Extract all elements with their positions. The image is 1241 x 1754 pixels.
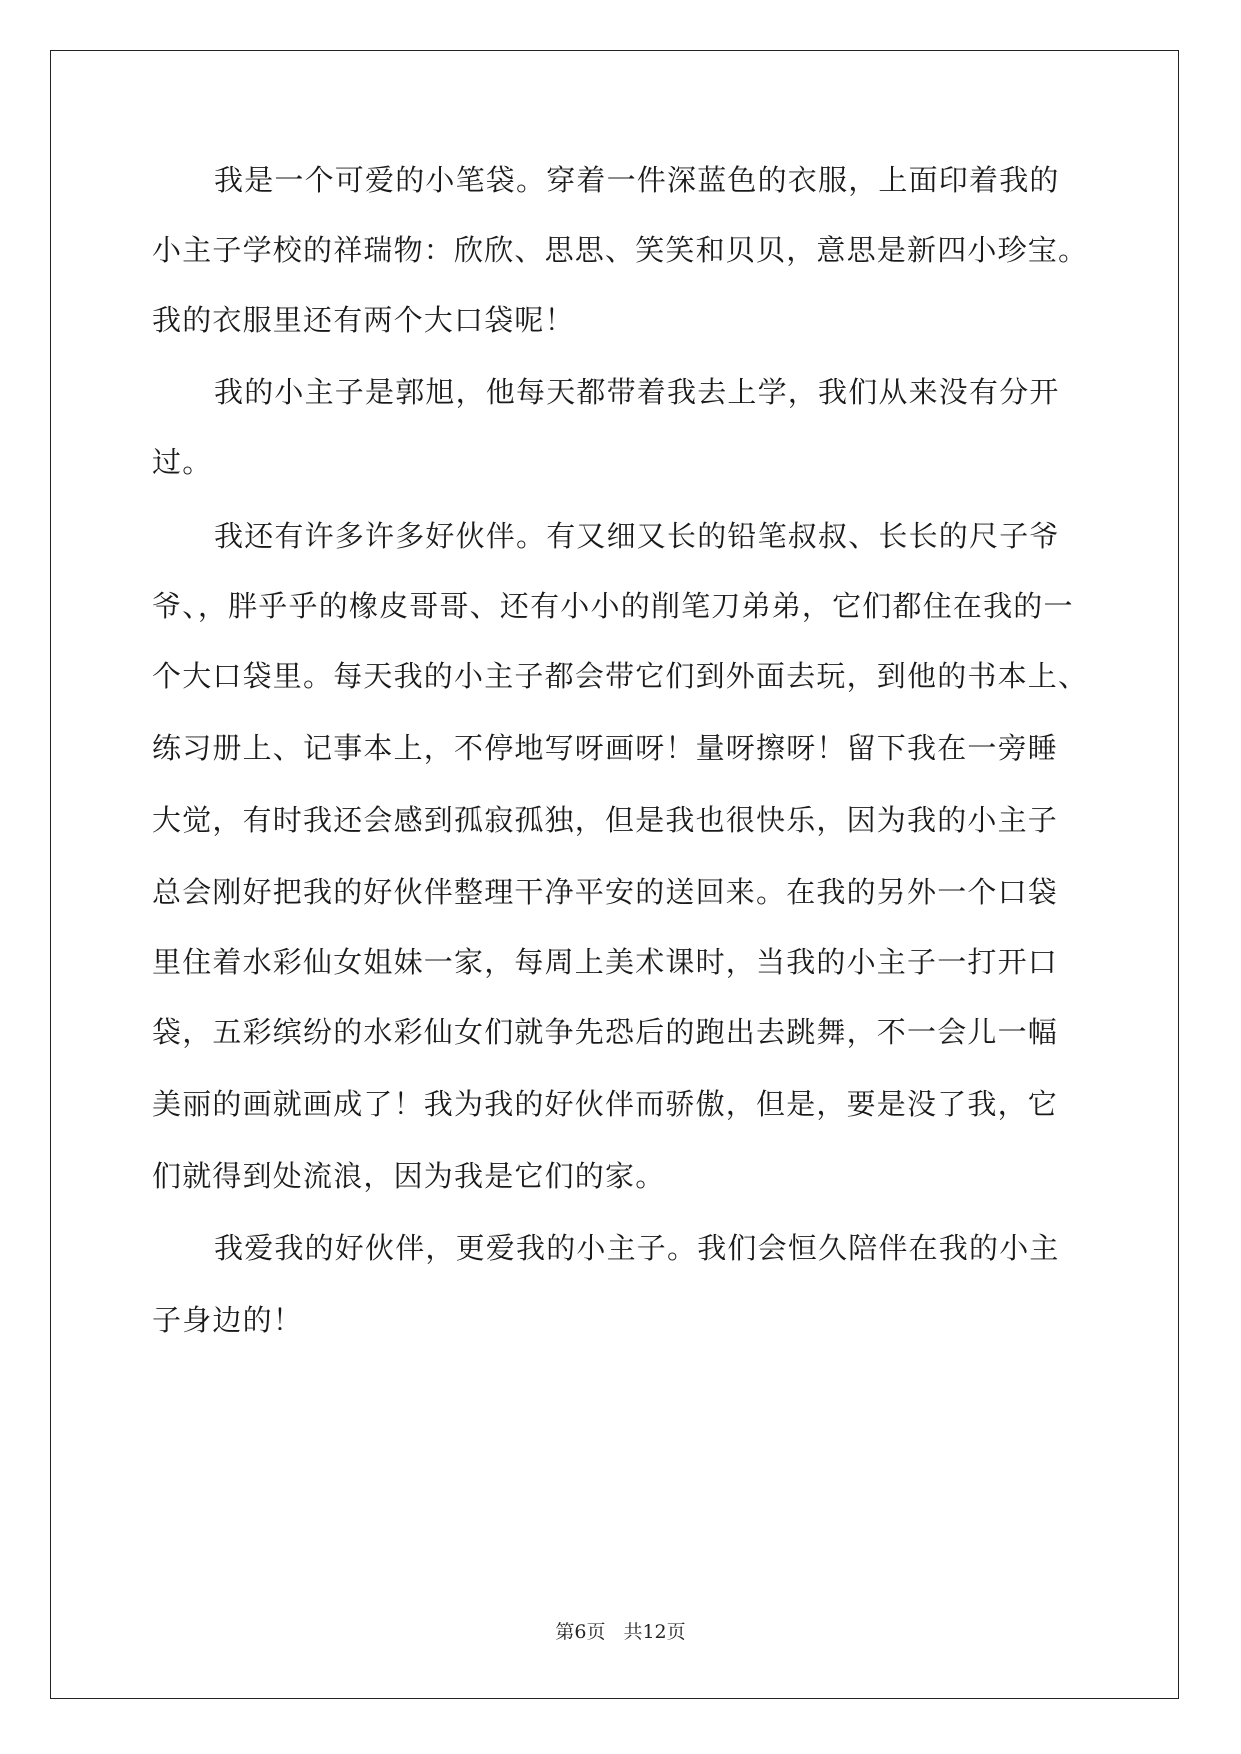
paragraph-1-line-2: 小主子学校的祥瑞物：欣欣、思思、笑笑和贝贝，意思是新四小珍宝。 [152, 233, 1089, 267]
paragraph-3-line-3: 个大口袋里。每天我的小主子都会带它们到外面去玩，到他的书本上、 [152, 659, 1089, 693]
paragraph-1-line-3: 我的衣服里还有两个大口袋呢！ [152, 303, 575, 337]
paragraph-1-line-1: 我是一个可爱的小笔袋。穿着一件深蓝色的衣服，上面印着我的 [214, 163, 1060, 197]
paragraph-3-line-5: 大觉，有时我还会感到孤寂孤独，但是我也很快乐，因为我的小主子 [152, 803, 1059, 837]
paragraph-4-line-2: 子身边的！ [152, 1303, 304, 1337]
paragraph-3-line-1: 我还有许多许多好伙伴。有又细又长的铅笔叔叔、长长的尺子爷 [214, 519, 1060, 553]
paragraph-3-line-8: 袋，五彩缤纷的水彩仙女们就争先恐后的跑出去跳舞，不一会儿一幅 [152, 1015, 1059, 1049]
page-total: 共12页 [623, 1621, 686, 1643]
paragraph-2-line-2: 过。 [152, 445, 213, 479]
paragraph-3-line-7: 里住着水彩仙女姐妹一家，每周上美术课时，当我的小主子一打开口 [152, 945, 1059, 979]
paragraph-3-line-4: 练习册上、记事本上，不停地写呀画呀！量呀擦呀！留下我在一旁睡 [152, 731, 1059, 765]
paragraph-3-line-10: 们就得到处流浪，因为我是它们的家。 [152, 1159, 666, 1193]
page-footer [0, 1617, 1241, 1644]
page-number: 第6页 [555, 1621, 606, 1643]
paragraph-3-line-9: 美丽的画就画成了！我为我的好伙伴而骄傲，但是，要是没了我，它 [152, 1087, 1059, 1121]
paragraph-2-line-1: 我的小主子是郭旭，他每天都带着我去上学，我们从来没有分开 [214, 375, 1060, 409]
paragraph-4-line-1: 我爱我的好伙伴，更爱我的小主子。我们会恒久陪伴在我的小主 [214, 1231, 1060, 1265]
paragraph-3-line-2: 爷、，胖乎乎的橡皮哥哥、还有小小的削笔刀弟弟，它们都住在我的一 [152, 589, 1074, 623]
paragraph-3-line-6: 总会刚好把我的好伙伴整理干净平安的送回来。在我的另外一个口袋 [152, 875, 1059, 909]
